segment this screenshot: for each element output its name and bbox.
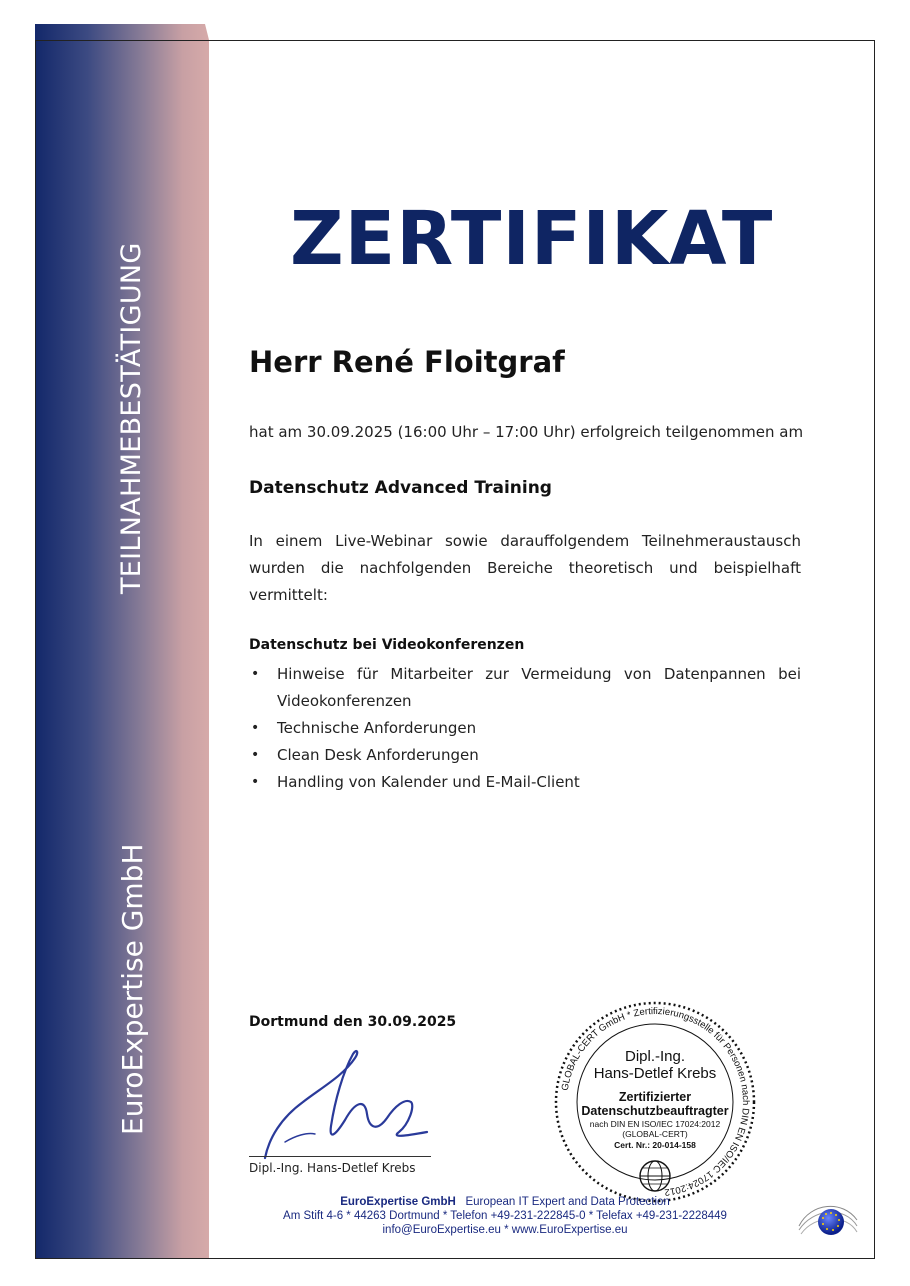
course-title: Datenschutz Advanced Training: [249, 478, 552, 498]
seal-role-line1: Zertifizierter: [618, 1090, 692, 1104]
sidebar-title: TEILNAHMEBESTÄTIGUNG: [116, 242, 147, 594]
seal-cert-number: Cert. Nr.: 20-014-158: [614, 1140, 696, 1150]
place-date: Dortmund den 30.09.2025: [249, 1014, 457, 1030]
footer-company: EuroExpertise GmbH: [340, 1196, 456, 1208]
seal-name-line2: Hans-Detlef Krebs: [593, 1065, 717, 1082]
recipient-name: Herr René Floitgraf: [249, 345, 565, 379]
seal-role-line2: Datenschutzbeauftragter: [581, 1104, 729, 1118]
sidebar-company: EuroExpertise GmbH: [116, 843, 149, 1135]
list-item: • Technische Anforderungen: [249, 715, 801, 742]
signer-name: Dipl.-Ing. Hans-Detlef Krebs: [249, 1161, 416, 1175]
participation-line: hat am 30.09.2025 (16:00 Uhr – 17:00 Uhr) erfolgreich teilgenommen am: [249, 423, 804, 441]
footer-tagline: European IT Expert and Data Protection: [465, 1196, 670, 1208]
list-item: • Clean Desk Anforderungen: [249, 742, 801, 769]
certificate-title: ZERTIFIKAT: [290, 196, 774, 282]
certification-seal: [553, 1000, 757, 1204]
seal-norm-line: nach DIN EN ISO/IEC 17024:2012: [589, 1119, 721, 1129]
topics-heading: Datenschutz bei Videokonferenzen: [249, 637, 525, 653]
footer-address: Am Stift 4-6 * 44263 Dortmund * Telefon +49-231-222845-0 * Telefax +49-231-2228449: [283, 1210, 727, 1222]
signature-image: [255, 1040, 445, 1160]
seal-ring-text: GLOBAL-CERT GmbH * Zertifizierungsstelle für Personen nach DIN EN ISO/IEC 17024:2012: [559, 1005, 752, 1198]
euro-globe-logo-icon: [797, 1196, 859, 1244]
list-item: • Handling von Kalender und E-Mail-Client: [249, 769, 801, 796]
topics-list: [249, 661, 801, 796]
seal-issuer-line: (GLOBAL-CERT): [622, 1129, 688, 1139]
list-item: • Hinweise für Mitarbeiter zur Vermeidung von Datenpannen bei Videokonferenzen: [249, 661, 801, 715]
seal-name-line1: Dipl.-Ing.: [624, 1048, 686, 1065]
course-description: In einem Live-Webinar sowie darauffolgendem Teilnehmeraustausch wurden die nachfolgenden Bereiche theoretisch und beispielhaft vermittelt:: [249, 532, 801, 604]
footer-contact: info@EuroExpertise.eu * www.EuroExpertise.eu: [382, 1224, 628, 1236]
signature-line: [249, 1156, 431, 1157]
footer: [230, 1195, 780, 1237]
